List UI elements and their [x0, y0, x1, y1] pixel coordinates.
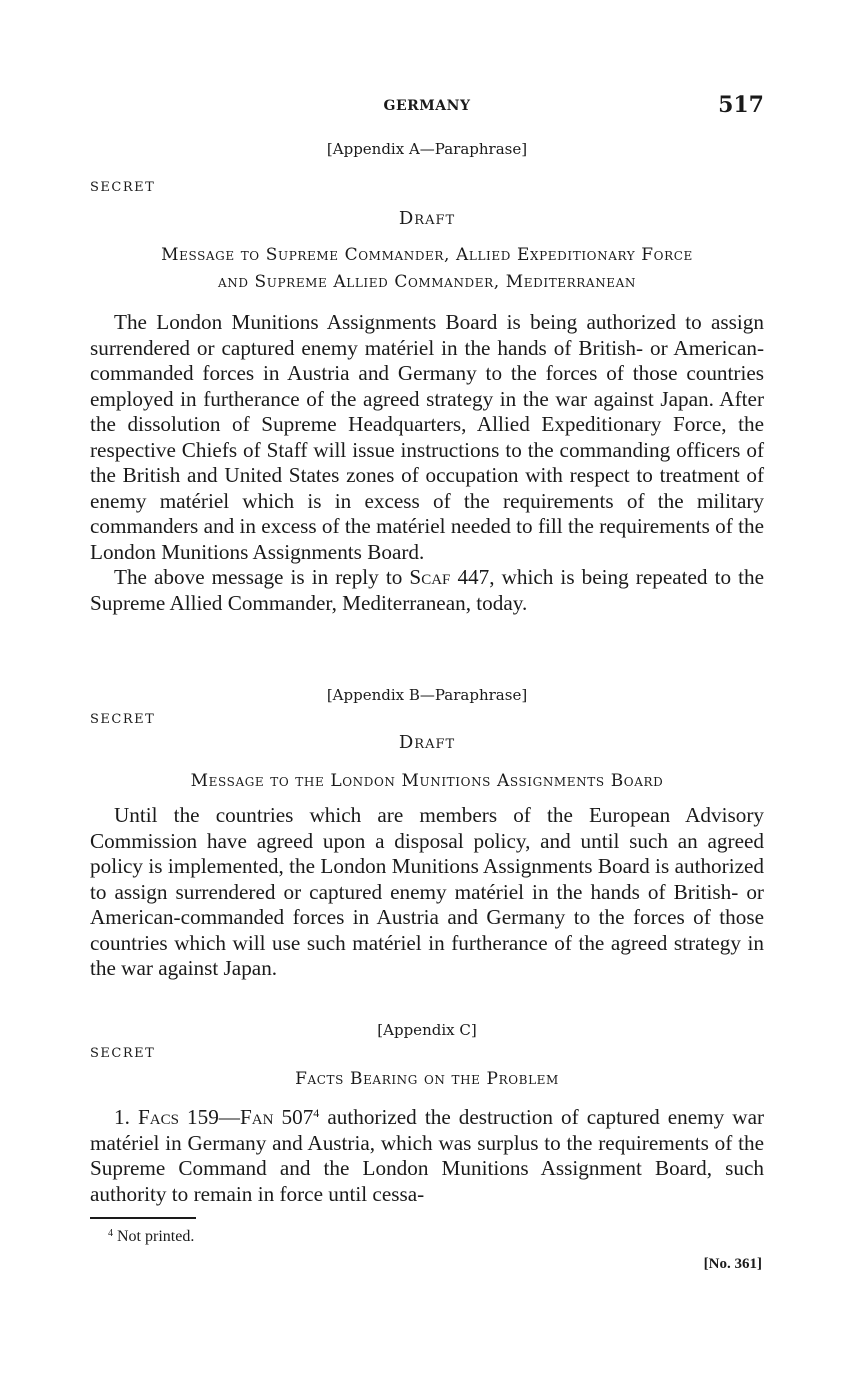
footnote — [108, 1228, 194, 1246]
document-number: [No. 361] — [703, 1256, 762, 1272]
appendix-a-label: [Appendix A—Paraphrase] — [326, 140, 528, 158]
running-head — [90, 92, 764, 122]
page-number: 517 — [718, 92, 764, 118]
facs-number: 159— — [178, 1105, 240, 1129]
appendix-b-label: [Appendix B—Paraphrase] — [326, 686, 528, 704]
appendix-b-paragraph-1: Until the countries which are members of the European Advisory Commission have agreed upon a disposal policy, and until such an agreed policy is implemented, the London Munitions Assignments Board is authorized to assign surrendered or captured enemy matériel in the hands of British- or American-commanded forces in Austria and Germany to the forces of those countries which will use such matériel in furtherance of the agreed strategy in the war against Japan. — [90, 803, 764, 980]
appendix-a-heading-line2: and Supreme Allied Commander, Mediterranean — [217, 272, 637, 292]
appendix-b-heading: Message to the London Munitions Assignments Board — [190, 771, 664, 791]
appendix-a-draft: Draft — [398, 208, 456, 229]
footnote-rule — [90, 1217, 196, 1219]
appendix-b-body — [90, 803, 764, 982]
appendix-c-label: [Appendix C] — [377, 1021, 477, 1039]
appendix-a-paragraph-2 — [90, 565, 764, 616]
footnote-marker: 4 — [313, 1106, 320, 1120]
paragraph-number: 1. — [114, 1105, 138, 1129]
appendix-b-draft: Draft — [398, 732, 456, 753]
appendix-a-paragraph-2-pre: The above message is in reply to — [114, 565, 410, 589]
appendix-a-classification: SECRET — [90, 180, 156, 195]
scaf-reference: Scaf — [409, 565, 451, 589]
fan-number: 507 — [273, 1105, 314, 1129]
facs-reference: Facs — [137, 1105, 179, 1129]
appendix-c-heading: Facts Bearing on the Problem — [295, 1069, 559, 1089]
running-title: GERMANY — [383, 98, 471, 114]
appendix-c-body — [90, 1105, 764, 1207]
appendix-a-body — [90, 310, 764, 616]
footnote-text: Not printed. — [113, 1228, 195, 1245]
appendix-c-paragraph-1 — [90, 1105, 764, 1207]
appendix-c-paragraph-1-rest: authorized the destruction of captured enemy war matériel in Germany and Austria, which was surplus to the requirements of the Supreme Command and the London Munitions Assignment Board, such authority to remain in force until cessa- — [90, 1105, 765, 1206]
appendix-b-classification: SECRET — [90, 712, 156, 727]
appendix-a-heading — [90, 242, 764, 296]
appendix-a-heading-line1: Message to Supreme Commander, Allied Expeditionary Force — [161, 245, 693, 265]
fan-reference: Fan — [239, 1105, 274, 1129]
appendix-a-paragraph-2-post: 447, which is being repeated to the Supreme Allied Commander, Mediterranean, today. — [90, 565, 765, 615]
appendix-a-paragraph-1: The London Munitions Assignments Board is being authorized to assign surrendered or captured enemy matériel in the hands of British- or American-commanded forces in Austria and Germany to the forces of those countries employed in furtherance of the agreed strategy in the war against Japan. After the dissolution of Supreme Headquarters, Allied Expeditionary Force, the respective Chiefs of Staff will issue instructions to the commanding officers of the British and United States zones of occupation with respect to treatment of enemy matériel which is in excess of the requirements of the military commanders and in excess of the matériel needed to fill the requirements of the London Munitions Assignments Board. — [90, 310, 764, 564]
footnote-number: 4 — [108, 1228, 113, 1239]
appendix-c-classification: SECRET — [90, 1046, 156, 1061]
